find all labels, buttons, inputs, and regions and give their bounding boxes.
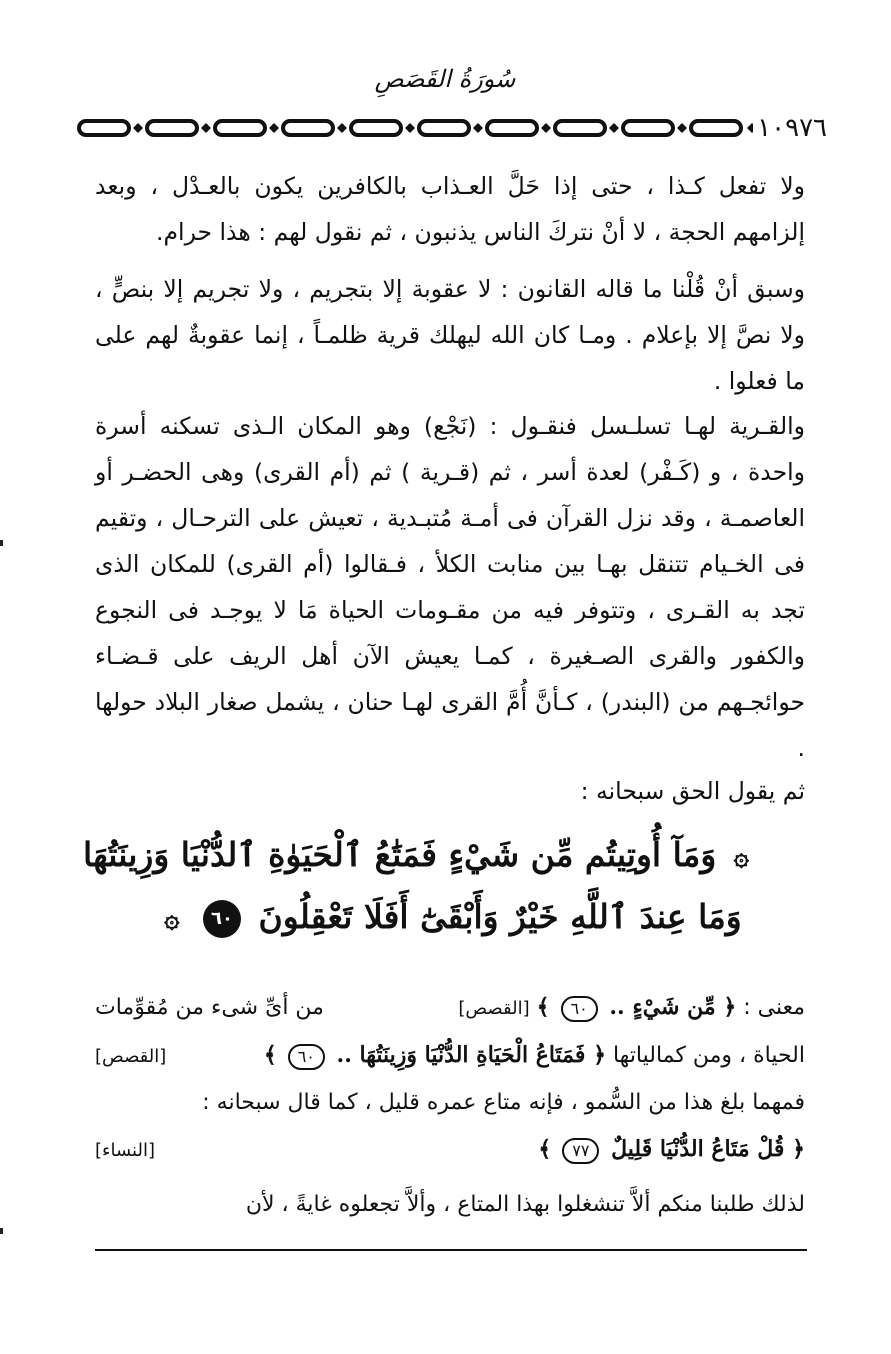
verse-line-2-text: وَمَا عِندَ ٱللَّهِ خَيْرٌ وَأَبْقَىٰٓ أَفَلَا تَعْقِلُونَ — [258, 897, 742, 936]
quote-3: ﴿ قُلْ مَتَاعُ الدُّنْيَا قَلِيلٌ — [603, 1136, 805, 1162]
commentary-line-1 — [95, 984, 805, 1032]
surah-ref: [النساء] — [95, 1140, 155, 1161]
commentary-line-1-start — [458, 984, 805, 1032]
paragraph-4: ثم يقول الحق سبحانه : — [580, 777, 805, 805]
commentary-line-4-start — [538, 1126, 805, 1173]
commentary-line-4 — [95, 1126, 805, 1174]
quote-3-close: ﴾ — [538, 1136, 552, 1162]
scan-artifact — [0, 1228, 3, 1234]
commentary-line-2 — [95, 1032, 805, 1080]
footer-rule — [95, 1249, 807, 1251]
commentary-line-5 — [95, 1182, 805, 1228]
commentary-line-2-start — [264, 1032, 805, 1079]
paragraph-2: وسبق أنْ قُلْنا ما قاله القانون : لا عقوبة إلا بتجريم ، ولا تجريم إلا بنصٍّ ، ولا نصَّ إلا بإعلام . ومـا كان الله ليهلك قرية ظلمـاً ، إنما عقوبةٌ لهم على ما فعلوا . — [95, 275, 805, 395]
quran-verse — [83, 825, 755, 949]
verse-number-badge: ٦٠ — [203, 900, 241, 938]
commentary-block — [95, 984, 805, 1228]
quote-2: ﴿ فَمَتَاعُ الْحَيَاةِ الدُّنْيَا وَزِينَتُهَا .. — [328, 1042, 606, 1068]
surah-title: سُورَةُ القَصَصِ — [374, 65, 516, 93]
verse-line-2 — [145, 887, 755, 949]
paragraph-1: ولا تفعل كـذا ، حتى إذا حَلَّ العـذاب بالكافرين يكون بالعـدْل ، وبعد إلزامهم الحجة ، لا أنْ نتركَ الناس يذنبون ، ثم نقول لهم : هذا حرام. — [95, 172, 805, 246]
scan-artifact — [0, 540, 3, 546]
commentary-line-3 — [95, 1080, 805, 1126]
paragraph-3: والقـرية لهـا تسلـسل فنقـول : (نَجْع) وهو المكان الـذى تسكنه أسرة واحدة ، و (كَـفْر) لعدة أسر ، ثم (قـرية ) ثم (أم القرى) وهى الحضـر أو العاصمـة ، وقد نزل القرآن فى أمـة مُتبـدية ، تعيش على الترحـال ، وتقيم فى الخـيام تتنقل بهـا بين منابت الكلأ ، فـقالوا (أم القرى) للمكان الذى تجد به القـرى ، وتتوفر فيه من مقـومات الحياة مَا لا يوجـد فى النجوع والكفور والقرى الصـغيرة ، كمـا يعيش الآن أهل الريف على قـضـاء حوائجـهم من (البندر) ، كـأنَّ أُمَّ القرى لهـا حنان ، يشمل صغار البلاد حولها . — [95, 412, 805, 762]
verse-ref-number: ٧٧ — [562, 1138, 599, 1164]
quote-1: ﴿ مِّن شَيْءٍ .. — [601, 994, 737, 1020]
page-number: ١٠٩٧٦ — [753, 113, 831, 143]
verse-line-1-text: وَمَآ أُوتِيتُم مِّن شَيْءٍ فَمَتَٰعُ ٱلْحَيَوٰةِ ٱلدُّنْيَا وَزِينَتُهَا — [83, 835, 717, 874]
commentary-text: فمهما بلغ هذا من السُّمو ، فإنه متاع عمره قليل ، كما قال سبحانه : — [202, 1090, 805, 1115]
ornamental-header-band — [75, 118, 835, 138]
verse-ref-number: ٦٠ — [288, 1044, 325, 1070]
verse-ornament-icon: ۞ — [733, 842, 749, 872]
quote-1-close: ﴾ — [536, 994, 550, 1020]
verse-ref-number: ٦٠ — [561, 996, 598, 1022]
verse-end-ornament-icon: ۞ — [164, 904, 180, 934]
commentary-line-1-end: من أىِّ شىء من مُقوِّمات — [95, 995, 324, 1020]
commentary-text: لذلك طلبنا منكم ألاَّ تنشغلوا بهذا المتاع ، وألاَّ تجعلوه غايةً ، لأن — [245, 1192, 805, 1217]
quote-2-close: ﴾ — [263, 1042, 277, 1068]
commentary-text: الحياة ، ومن كمالياتها — [612, 1043, 805, 1068]
verse-line-1 — [83, 825, 755, 887]
surah-ref: [القصص] — [458, 998, 530, 1019]
meaning-label: معنى : — [743, 995, 805, 1020]
surah-ref: [القصص] — [95, 1046, 167, 1067]
